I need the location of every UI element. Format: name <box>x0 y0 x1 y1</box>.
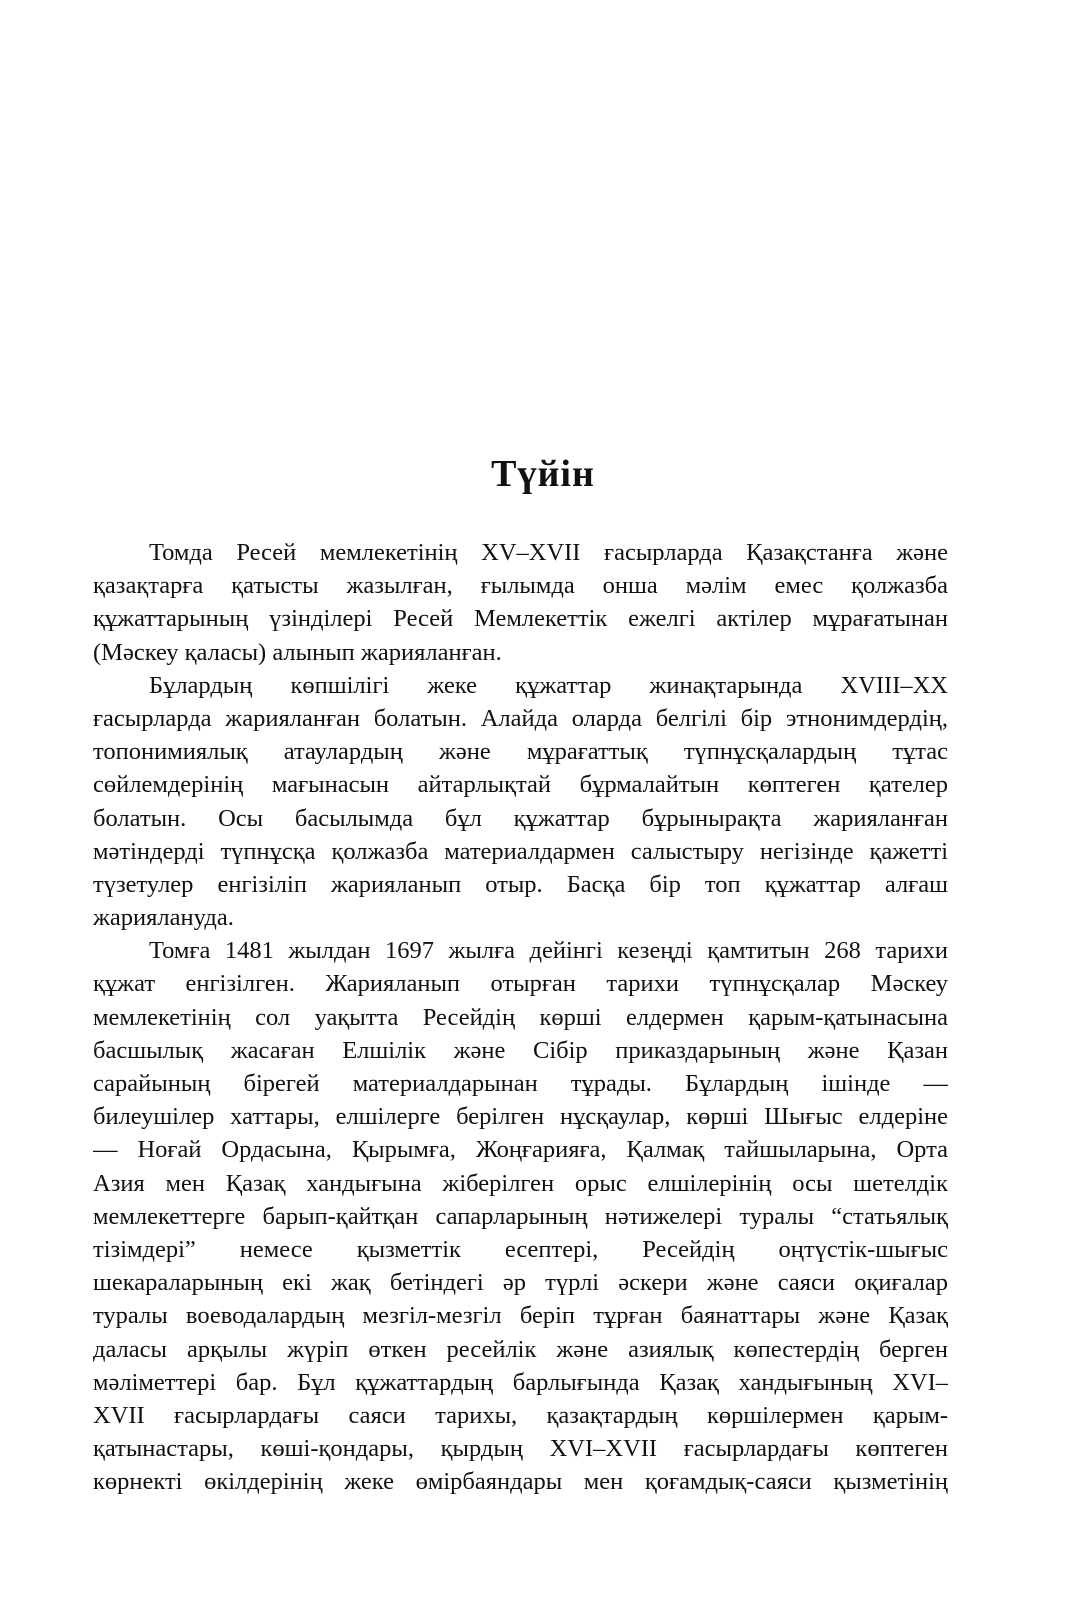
text-line: XVII ғасырлардағы саяси тарихы, қазақтардың көршілермен қарым- <box>93 1401 948 1429</box>
text-line: топонимиялық атаулардың және мұрағаттық түпнұсқалардың тұтас <box>93 738 948 766</box>
text-line: сөйлемдерінің мағынасын айтарлықтай бұрмалайтын көптеген қателер <box>93 771 948 799</box>
text-line: Азия мен Қазақ хандығына жіберілген орыс елшілерінің осы шетелдік <box>93 1169 948 1197</box>
text-line: Бұлардың көпшілігі жеке құжаттар жинақтарында XVIII–XX <box>149 671 948 699</box>
text-line: құжаттарының үзінділері Ресей Мемлекеттік ежелгі актілер мұрағатынан <box>93 605 948 633</box>
text-line: мәліметтері бар. Бұл құжаттардың барлығында Қазақ хандығының XVI– <box>93 1368 948 1396</box>
text-line: туралы воеводалардың мезгіл-мезгіл беріп тұрған баянаттары және Қазақ <box>93 1302 948 1330</box>
text-line: құжат енгізілген. Жарияланып отырған тарихи түпнұсқалар Мәскеу <box>93 970 948 998</box>
text-line: мемлекетінің сол уақытта Ресейдің көрші елдермен қарым-қатынасына <box>93 1003 948 1031</box>
text-line: шекараларының екі жақ бетіндегі әр түрлі әскери және саяси оқиғалар <box>93 1269 948 1297</box>
text-line: басшылық жасаған Елшілік және Сібір приказдарының және Қазан <box>93 1036 948 1064</box>
text-line: қатынастары, көші-қондары, қырдың XVI–XVII ғасырлардағы көптеген <box>93 1435 948 1463</box>
text-line: (Мәскеу қаласы) алынып жарияланған. <box>93 638 502 666</box>
text-line: билеушілер хаттары, елшілерге берілген нұсқаулар, көрші Шығыс елдеріне <box>93 1103 948 1131</box>
paragraph <box>93 669 948 935</box>
text-line: Томда Ресей мемлекетінің XV–XVII ғасырларда Қазақстанға және <box>149 539 948 566</box>
paragraph <box>93 536 948 669</box>
text-line: түзетулер енгізіліп жарияланып отыр. Басқа бір топ құжаттар алғаш <box>93 870 948 898</box>
paragraph <box>93 934 948 1498</box>
text-line: Томға 1481 жылдан 1697 жылға дейінгі кезеңді қамтитын 268 тарихи <box>149 937 948 965</box>
text-line: даласы арқылы жүріп өткен ресейлік және азиялық көпестердің берген <box>93 1335 948 1363</box>
text-line: көрнекті өкілдерінің жеке өмірбаяндары мен қоғамдық-саяси қызметінің <box>93 1468 948 1496</box>
text-line: ғасырларда жарияланған болатын. Алайда оларда белгілі бір этнонимдердің, <box>93 704 948 732</box>
text-line: жариялануда. <box>93 904 234 932</box>
text-line: қазақтарға қатысты жазылған, ғылымда онша мәлім емес қолжазба <box>93 572 948 600</box>
page-title: Түйін <box>491 453 595 495</box>
text-line: тізімдері” немесе қызметтік есептері, Ресейдің оңтүстік-шығыс <box>93 1235 948 1263</box>
text-line: болатын. Осы басылымда бұл құжаттар бұрынырақта жарияланған <box>93 804 948 832</box>
text-line: — Ноғай Ордасына, Қырымға, Жоңғарияға, Қалмақ тайшыларына, Орта <box>93 1136 948 1164</box>
text-line: сарайының бірегей материалдарынан тұрады. Бұлардың ішінде — <box>93 1070 948 1097</box>
text-line: мемлекеттерге барып-қайтқан сапарларының нәтижелері туралы “статьялық <box>93 1202 948 1230</box>
body-text <box>93 536 948 1498</box>
text-line: мәтіндерді түпнұсқа қолжазба материалдармен салыстыру негізінде қажетті <box>93 837 948 865</box>
